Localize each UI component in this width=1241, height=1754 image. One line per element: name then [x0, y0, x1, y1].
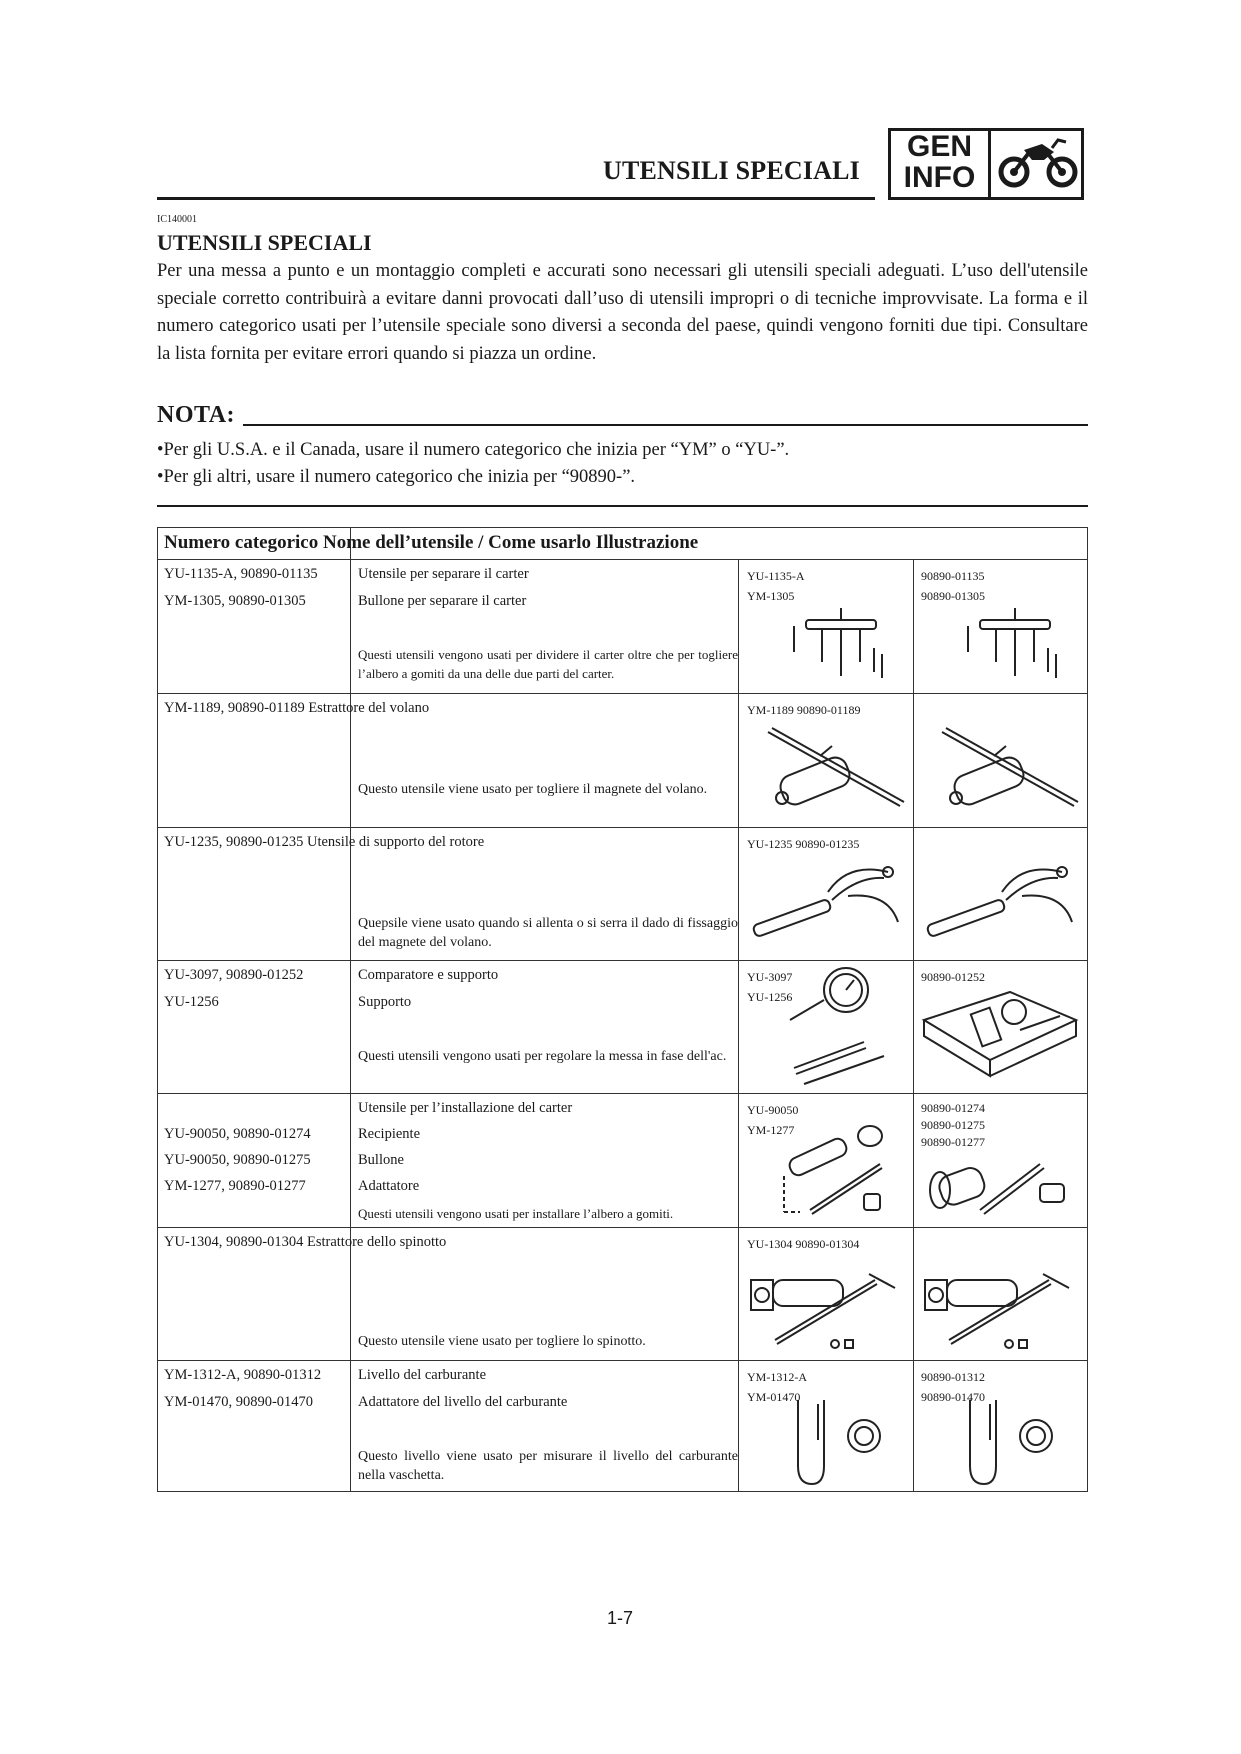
tool-number: YU-1256 — [164, 994, 219, 1010]
dial-gauge-kit-illustration — [920, 980, 1080, 1085]
tool-usage-note: Questi utensili vengono usati per dividere il carter oltre che per togliere l’albero a gomiti da una delle due parti del carter. — [358, 647, 738, 681]
tool-usage-note: Questo utensile viene usato per togliere lo spinotto. — [358, 1334, 646, 1349]
tool-name: Utensile per separare il carter — [358, 566, 529, 582]
tool-line: YU-1235, 90890-01235 Utensile di supporto del rotore — [164, 834, 485, 850]
section-code: IC140001 — [157, 214, 197, 225]
nota-rule — [243, 424, 1088, 426]
tool-usage-note: Questo livello viene usato per misurare il livello del carburante nella vaschetta. — [358, 1449, 738, 1483]
nota-label: NOTA: — [157, 402, 236, 428]
tool-number: YU-1135-A, 90890-01135 — [164, 566, 318, 582]
tool-name: Supporto — [358, 994, 412, 1010]
illustration-label: YU-1304 90890-01304 — [747, 1237, 860, 1251]
page-header-title: UTENSILI SPECIALI — [603, 156, 860, 185]
badge-line-info: INFO — [903, 161, 976, 194]
page-number: 1-7 — [606, 1608, 633, 1628]
illustration-label: YU-1135-A YM-1305 — [747, 569, 805, 603]
tool-name: Utensile per l’installazione del carter — [358, 1100, 573, 1116]
table-header: Numero categorico Nome dell’utensile / Come usarlo Illustrazione — [164, 532, 699, 553]
tool-number: YU-3097, 90890-01252 — [164, 967, 304, 983]
tool-usage-note: Quepsile viene usato quando si allenta o si serra il dado di fissaggio del magnete del volano. — [358, 916, 738, 950]
nota-end-rule — [157, 505, 1088, 507]
illustration-label: 90890-01252 — [921, 970, 985, 984]
tool-name: Bullone — [358, 1152, 404, 1168]
tool-number: YM-1277, 90890-01277 — [164, 1178, 306, 1194]
tool-usage-note: Questo utensile viene usato per togliere il magnete del volano. — [358, 782, 708, 797]
illustration-label: YM-1312-A YM-01470 — [747, 1370, 807, 1404]
crankcase-separator-illustration — [786, 606, 896, 686]
tool-number: YM-01470, 90890-01470 — [164, 1394, 314, 1410]
column-divider — [738, 559, 739, 1492]
tool-line: YM-1189, 90890-01189 Estrattore del volano — [164, 700, 430, 716]
fuel-level-gauge-illustration — [962, 1400, 1062, 1490]
piston-pin-puller-illustration — [919, 1250, 1079, 1354]
nota-item: •Per gli altri, usare il numero categorico che inizia per “90890-”. — [157, 467, 636, 487]
illustration-label: YU-90050 YM-1277 — [747, 1103, 799, 1137]
illustration-label: YU-3097 YU-1256 — [747, 970, 793, 1004]
tool-name: Recipiente — [358, 1126, 421, 1142]
row-divider — [157, 693, 1088, 694]
tool-number: YM-1312-A, 90890-01312 — [164, 1367, 322, 1383]
section-title: UTENSILI SPECIALI — [157, 230, 372, 255]
tool-name: Livello del carburante — [358, 1367, 487, 1383]
flywheel-puller-illustration — [760, 726, 910, 818]
piston-pin-puller-illustration — [745, 1250, 905, 1354]
intro-paragraph: Per una messa a punto e un montaggio completi e accurati sono necessari gli utensili speciali adeguati. L’uso dell'utensile speciale corretto contribuirà a evitare danni provocati dall’uso di utensili impropri o di tecniche improvvisate. La forma e il numero categorico usati per l’utensile speciale sono diversi a seconda del paese, quindi vengono forniti due tipi. Consultare la lista fornita per evitare errori quando si piazza un ordine. — [157, 261, 1088, 364]
header-rule — [157, 197, 875, 200]
fuel-level-gauge-illustration — [790, 1400, 890, 1490]
crankshaft-installer-illustration — [920, 1140, 1080, 1225]
tool-name: Comparatore e supporto — [358, 967, 499, 983]
illustration-label: YM-1189 90890-01189 — [747, 703, 861, 717]
crankshaft-installer-illustration — [780, 1112, 900, 1220]
flywheel-puller-illustration — [934, 726, 1084, 818]
tool-number: YM-1305, 90890-01305 — [164, 593, 306, 609]
tool-number: YU-90050, 90890-01275 — [164, 1152, 311, 1168]
tool-usage-note: Questi utensili vengono usati per regolare la messa in fase dell'ac. — [358, 1049, 727, 1064]
motorcycle-icon — [996, 134, 1080, 194]
tool-line: YU-1304, 90890-01304 Estrattore dello spinotto — [164, 1234, 447, 1250]
row-divider — [157, 960, 1088, 961]
illustration-label: 90890-01135 90890-01305 — [921, 569, 985, 603]
illustration-label: YU-1235 90890-01235 — [747, 837, 860, 851]
illustration-label: 90890-01312 90890-01470 — [921, 1370, 985, 1404]
row-divider — [157, 1360, 1088, 1361]
rotor-holding-tool-illustration — [922, 852, 1082, 952]
column-divider — [350, 527, 351, 1492]
rotor-holding-tool-illustration — [748, 852, 908, 952]
tool-name: Bullone per separare il carter — [358, 593, 527, 609]
column-divider — [913, 559, 914, 1492]
badge-line-gen: GEN — [906, 130, 972, 163]
gen-info-text — [891, 131, 991, 197]
table-header-rule — [157, 559, 1088, 560]
illustration-label: 90890-01274 90890-01275 90890-01277 — [921, 1101, 985, 1149]
tool-name: Adattatore — [358, 1178, 420, 1194]
row-divider — [157, 1227, 1088, 1228]
crankcase-separator-illustration — [960, 606, 1070, 686]
dial-gauge-illustration — [784, 960, 904, 1090]
tool-name: Adattatore del livello del carburante — [358, 1394, 568, 1410]
tool-number: YU-90050, 90890-01274 — [164, 1126, 311, 1142]
row-divider — [157, 827, 1088, 828]
nota-item: •Per gli U.S.A. e il Canada, usare il numero categorico che inizia per “YM” o “YU-”. — [157, 440, 790, 460]
row-divider — [157, 1093, 1088, 1094]
tool-usage-note: Questi utensili vengono usati per installare l’albero a gomiti. — [358, 1206, 674, 1221]
